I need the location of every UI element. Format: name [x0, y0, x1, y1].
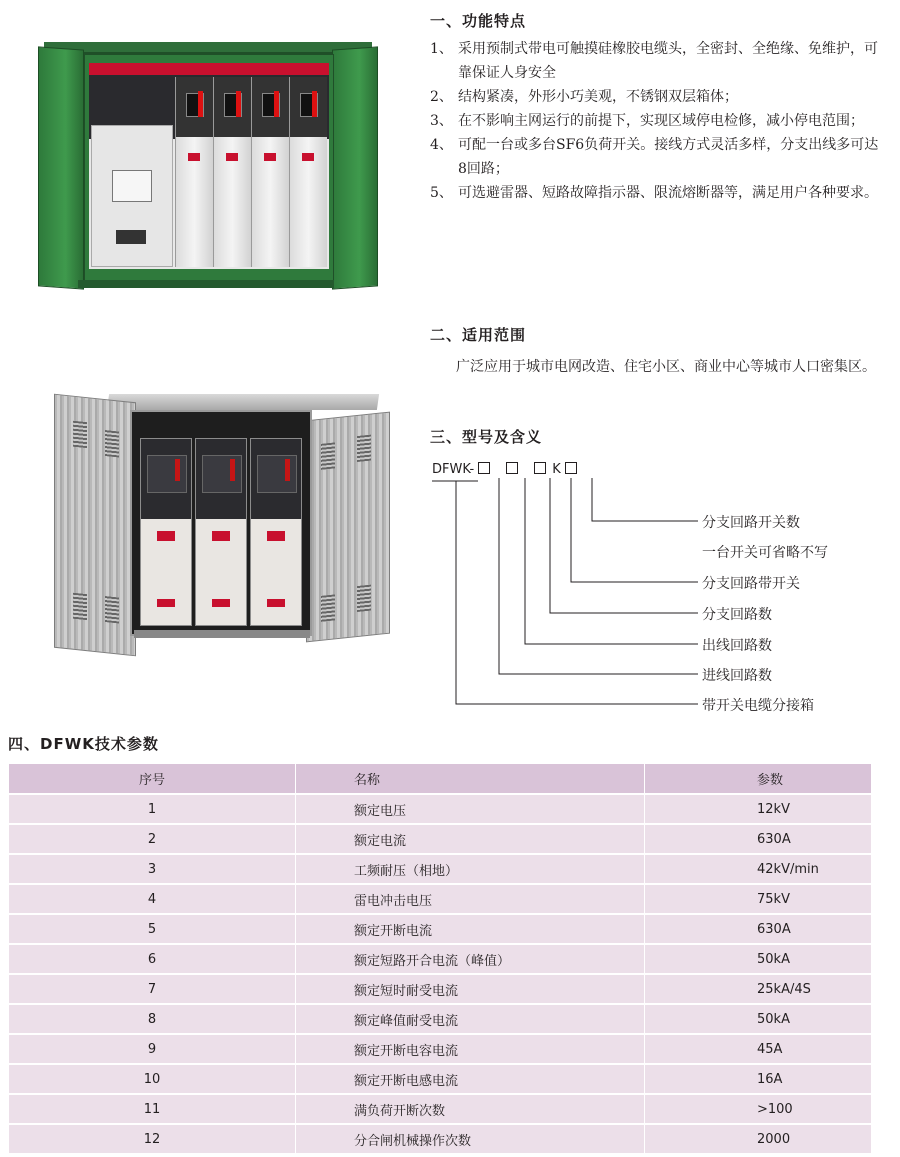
model-label: 带开关电缆分接箱 [702, 698, 814, 714]
table-row: 3 工频耐压（相地） 42kV/min [9, 854, 872, 884]
table-row: 11 满负荷开断次数 >100 [9, 1094, 872, 1124]
model-prefix: DFWK [432, 462, 470, 477]
column-header: 序号 [9, 764, 296, 795]
table-row: 7 额定短时耐受电流 25kA/4S [9, 974, 872, 1004]
model-label: 分支回路开关数 [702, 515, 800, 531]
list-item: 2、 结构紧凑，外形小巧美观，不锈钢双层箱体； [430, 89, 738, 105]
model-label: 进线回路数 [702, 668, 772, 684]
params-table [8, 763, 872, 1155]
column-header: 名称 [296, 764, 645, 795]
list-item: 5、 可选避雷器、短路故障指示器、限流熔断器等，满足用户各种要求。 [430, 185, 878, 201]
table-row: 6 额定短路开合电流（峰值） 50kA [9, 944, 872, 974]
list-item: 4、 可配一台或多台SF6负荷开关。接线方式灵活多样，分支出线多可达8回路； [430, 137, 879, 177]
table-row: 1 额定电压 12kV [9, 794, 872, 824]
list-item: 3、 在不影响主网运行的前提下，实现区域停电检修，减小停电范围； [430, 113, 864, 129]
table-row: 4 雷电冲击电压 75kV [9, 884, 872, 914]
model-heading: 三、型号及含义 [430, 428, 543, 446]
model-k: K [552, 462, 561, 477]
table-row: 5 额定开断电流 630A [9, 914, 872, 944]
scope-text: 广泛应用于城市电网改造、住宅小区、商业中心等城市人口密集区。 [456, 359, 876, 375]
params-heading: 四、DFWK技术参数 [8, 735, 159, 753]
model-label: 出线回路数 [702, 638, 772, 654]
model-dash: - [469, 462, 475, 477]
table-header-row [9, 764, 872, 795]
scope-heading: 二、适用范围 [430, 326, 527, 344]
features-heading: 一、功能特点 [430, 12, 527, 30]
table-row: 10 额定开断电感电流 16A [9, 1064, 872, 1094]
table-row: 12 分合闸机械操作次数 2000 [9, 1124, 872, 1154]
list-item: 1、 采用预制式带电可触摸硅橡胶电缆头，全密封、全绝缘、免维护，可靠保证人身安全 [430, 41, 878, 81]
table-row: 2 额定电流 630A [9, 824, 872, 854]
model-label: 一台开关可省略不写 [702, 545, 828, 561]
column-header: 参数 [645, 764, 872, 795]
model-label: 分支回路数 [702, 607, 772, 623]
model-label: 分支回路带开关 [702, 576, 800, 592]
table-row: 9 额定开断电容电流 45A [9, 1034, 872, 1064]
table-row: 8 额定峰值耐受电流 50kA [9, 1004, 872, 1034]
